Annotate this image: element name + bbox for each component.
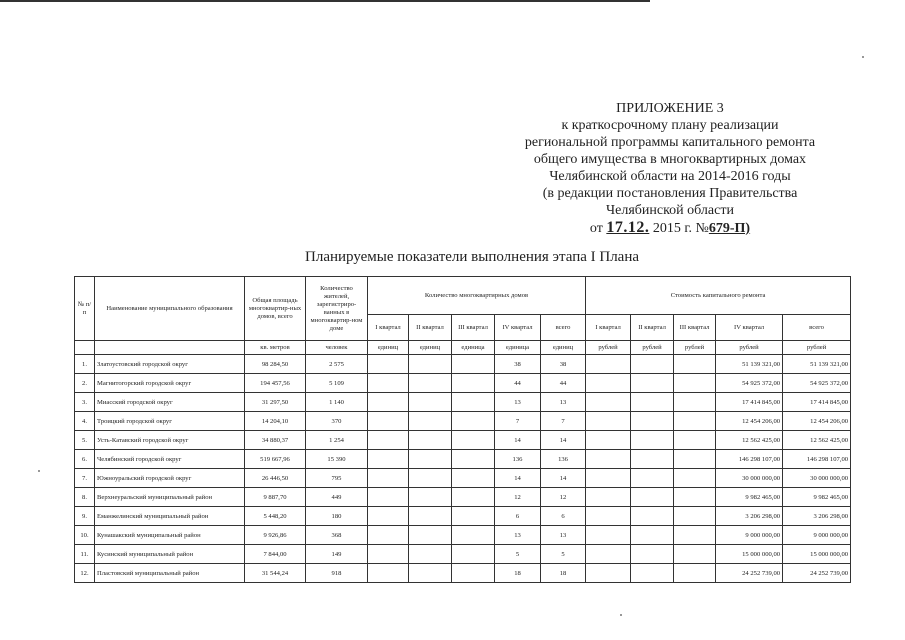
unit-rub: рублей <box>674 341 716 355</box>
cost-total-cell: 30 000 000,00 <box>783 469 851 488</box>
residents-cell: 370 <box>306 412 368 431</box>
table-row <box>75 374 851 393</box>
cost-q2-cell <box>631 526 674 545</box>
count-q1-cell <box>368 564 409 583</box>
cost-total-cell: 9 982 465,00 <box>783 488 851 507</box>
cost-q4-cell: 30 000 000,00 <box>716 469 783 488</box>
col-header-residents: Количество жителей, зарегистриро-ванных в многоквартир-ном доме <box>306 277 368 341</box>
count-q1-cell <box>368 393 409 412</box>
residents-cell: 795 <box>306 469 368 488</box>
cost-q4-cell: 15 000 000,00 <box>716 545 783 564</box>
cost-total-cell: 146 298 107,00 <box>783 450 851 469</box>
cost-q4-cell: 12 454 206,00 <box>716 412 783 431</box>
unit-rub: рублей <box>631 341 674 355</box>
count-q3-cell <box>452 488 495 507</box>
count-q3-cell <box>452 507 495 526</box>
count-q1-cell <box>368 488 409 507</box>
cost-q4-cell: 17 414 845,00 <box>716 393 783 412</box>
count-q2-cell <box>409 507 452 526</box>
cost-total-cell: 12 454 206,00 <box>783 412 851 431</box>
cost-q1-cell <box>586 507 631 526</box>
municipality-name: Еманжелинский муниципальный район <box>95 507 245 526</box>
count-q3-cell <box>452 393 495 412</box>
count-total-cell: 13 <box>541 526 586 545</box>
municipality-name: Южноуральский городской округ <box>95 469 245 488</box>
table-row <box>75 545 851 564</box>
col-group-building-count: Количество многоквартирных домов <box>368 277 586 315</box>
cost-q2-cell <box>631 469 674 488</box>
count-q2-cell <box>409 564 452 583</box>
unit-cell-empty <box>95 341 245 355</box>
cost-q1-cell <box>586 450 631 469</box>
residents-cell: 15 390 <box>306 450 368 469</box>
cost-q4-cell: 9 000 000,00 <box>716 526 783 545</box>
municipality-name: Магнитогорский городской округ <box>95 374 245 393</box>
count-q1-cell <box>368 450 409 469</box>
cost-q1-cell <box>586 564 631 583</box>
area-cell: 31 297,50 <box>245 393 306 412</box>
cost-q1-cell <box>586 526 631 545</box>
municipality-name: Миасский городской округ <box>95 393 245 412</box>
row-number: 7. <box>75 469 95 488</box>
count-q2-cell <box>409 374 452 393</box>
unit-rub: рублей <box>586 341 631 355</box>
unit-count: единиц <box>409 341 452 355</box>
residents-cell: 368 <box>306 526 368 545</box>
cost-q1-cell <box>586 393 631 412</box>
cost-total-cell: 24 252 739,00 <box>783 564 851 583</box>
count-q3-cell <box>452 545 495 564</box>
cost-q1-cell <box>586 488 631 507</box>
cost-q3-cell <box>674 431 716 450</box>
count-total-cell: 38 <box>541 355 586 374</box>
count-q2-cell <box>409 431 452 450</box>
cost-q3-cell <box>674 355 716 374</box>
municipality-name: Челябинский городской округ <box>95 450 245 469</box>
count-q4-cell: 44 <box>495 374 541 393</box>
header-line: к краткосрочному плану реализации <box>561 118 779 133</box>
cost-q4-cell: 54 925 372,00 <box>716 374 783 393</box>
cost-q2-cell <box>631 374 674 393</box>
count-q3-cell <box>452 469 495 488</box>
cost-q1-cell <box>586 374 631 393</box>
residents-cell: 918 <box>306 564 368 583</box>
table-row <box>75 355 851 374</box>
count-q3-cell <box>452 355 495 374</box>
residents-cell: 5 109 <box>306 374 368 393</box>
top-border-line <box>0 0 650 2</box>
count-q4-cell: 14 <box>495 431 541 450</box>
count-q3-cell <box>452 412 495 431</box>
cost-q2-cell <box>631 564 674 583</box>
col-header-name: Наименование муниципального образования <box>95 277 245 341</box>
cost-q3-cell <box>674 526 716 545</box>
count-q2-header: II квартал <box>409 315 452 341</box>
count-q3-cell <box>452 526 495 545</box>
row-number: 2. <box>75 374 95 393</box>
count-total-cell: 7 <box>541 412 586 431</box>
scan-speck <box>620 614 622 616</box>
count-q1-cell <box>368 507 409 526</box>
count-q2-cell <box>409 488 452 507</box>
count-q4-cell: 18 <box>495 564 541 583</box>
count-total-cell: 12 <box>541 488 586 507</box>
count-q1-cell <box>368 469 409 488</box>
municipality-name: Кусинский муниципальный район <box>95 545 245 564</box>
residents-cell: 1 140 <box>306 393 368 412</box>
residents-cell: 1 254 <box>306 431 368 450</box>
cost-q3-cell <box>674 393 716 412</box>
row-number: 8. <box>75 488 95 507</box>
row-number: 5. <box>75 431 95 450</box>
table-row <box>75 507 851 526</box>
cost-q1-cell <box>586 545 631 564</box>
appendix-title: ПРИЛОЖЕНИЕ 3 <box>616 101 724 116</box>
cost-q3-cell <box>674 374 716 393</box>
count-total-header: всего <box>541 315 586 341</box>
header-line: (в редакции постановления Правительства <box>542 186 798 201</box>
row-number: 1. <box>75 355 95 374</box>
cost-q2-header: II квартал <box>631 315 674 341</box>
cost-total-cell: 51 139 321,00 <box>783 355 851 374</box>
unit-area: кв. метров <box>245 341 306 355</box>
row-number: 9. <box>75 507 95 526</box>
cost-q1-cell <box>586 355 631 374</box>
count-total-cell: 5 <box>541 545 586 564</box>
count-q2-cell <box>409 393 452 412</box>
count-q2-cell <box>409 450 452 469</box>
residents-cell: 180 <box>306 507 368 526</box>
count-q2-cell <box>409 545 452 564</box>
count-q4-cell: 7 <box>495 412 541 431</box>
unit-people: человек <box>306 341 368 355</box>
count-q2-cell <box>409 526 452 545</box>
cost-total-cell: 54 925 372,00 <box>783 374 851 393</box>
count-q2-cell <box>409 469 452 488</box>
cost-q4-cell: 146 298 107,00 <box>716 450 783 469</box>
residents-cell: 449 <box>306 488 368 507</box>
table-row <box>75 564 851 583</box>
cost-q3-cell <box>674 545 716 564</box>
municipality-name: Усть-Катавский городской округ <box>95 431 245 450</box>
cost-total-cell: 3 206 298,00 <box>783 507 851 526</box>
cost-q1-cell <box>586 412 631 431</box>
area-cell: 31 544,24 <box>245 564 306 583</box>
cost-q2-cell <box>631 431 674 450</box>
count-total-cell: 14 <box>541 431 586 450</box>
count-q4-header: IV квартал <box>495 315 541 341</box>
count-q4-cell: 136 <box>495 450 541 469</box>
indicators-table <box>74 276 851 583</box>
plan-title: Планируемые показатели выполнения этапа I Плана <box>305 249 640 265</box>
count-q4-cell: 12 <box>495 488 541 507</box>
count-q1-cell <box>368 355 409 374</box>
count-q4-cell: 5 <box>495 545 541 564</box>
row-number: 3. <box>75 393 95 412</box>
cost-q3-cell <box>674 469 716 488</box>
count-q1-cell <box>368 431 409 450</box>
area-cell: 9 926,86 <box>245 526 306 545</box>
header-line: Челябинской области <box>606 203 734 218</box>
unit-count: единиц <box>541 341 586 355</box>
table-row <box>75 526 851 545</box>
header-line: региональной программы капитального ремонта <box>524 135 816 150</box>
unit-rub: рублей <box>716 341 783 355</box>
cost-q2-cell <box>631 545 674 564</box>
area-cell: 7 844,00 <box>245 545 306 564</box>
header-line: общего имущества в многоквартирных домах <box>533 152 807 167</box>
count-total-cell: 6 <box>541 507 586 526</box>
municipality-name: Златоустовский городской округ <box>95 355 245 374</box>
cost-q4-cell: 51 139 321,00 <box>716 355 783 374</box>
table-row <box>75 393 851 412</box>
appendix-header <box>470 100 870 237</box>
scan-speck <box>38 470 40 472</box>
area-cell: 519 667,96 <box>245 450 306 469</box>
resolution-date-line <box>470 219 870 237</box>
area-cell: 34 880,37 <box>245 431 306 450</box>
count-total-cell: 136 <box>541 450 586 469</box>
municipality-name: Пластовский муниципальный район <box>95 564 245 583</box>
cost-q2-cell <box>631 412 674 431</box>
cost-q4-cell: 3 206 298,00 <box>716 507 783 526</box>
area-cell: 9 887,70 <box>245 488 306 507</box>
table-row <box>75 450 851 469</box>
col-group-repair-cost: Стоимость капитального ремонта <box>586 277 851 315</box>
count-q3-header: III квартал <box>452 315 495 341</box>
table-row <box>75 469 851 488</box>
col-header-area: Общая площадь многоквартир-ных домов, всего <box>245 277 306 341</box>
count-q2-cell <box>409 412 452 431</box>
row-number: 10. <box>75 526 95 545</box>
date-prefix: от <box>589 221 603 236</box>
cost-total-header: всего <box>783 315 851 341</box>
residents-cell: 2 575 <box>306 355 368 374</box>
table-row <box>75 431 851 450</box>
area-cell: 194 457,56 <box>245 374 306 393</box>
count-q1-header: I квартал <box>368 315 409 341</box>
table-body <box>75 355 851 583</box>
cost-q3-cell <box>674 450 716 469</box>
unit-count: единиц <box>368 341 409 355</box>
count-q2-cell <box>409 355 452 374</box>
row-number: 6. <box>75 450 95 469</box>
cost-total-cell: 15 000 000,00 <box>783 545 851 564</box>
count-q3-cell <box>452 431 495 450</box>
count-q4-cell: 14 <box>495 469 541 488</box>
count-q4-cell: 13 <box>495 393 541 412</box>
count-q4-cell: 13 <box>495 526 541 545</box>
count-q4-cell: 38 <box>495 355 541 374</box>
area-cell: 14 204,10 <box>245 412 306 431</box>
table-row <box>75 412 851 431</box>
cost-q1-cell <box>586 469 631 488</box>
count-q1-cell <box>368 526 409 545</box>
count-q1-cell <box>368 412 409 431</box>
cost-total-cell: 9 000 000,00 <box>783 526 851 545</box>
cost-q2-cell <box>631 488 674 507</box>
count-total-cell: 18 <box>541 564 586 583</box>
area-cell: 98 284,50 <box>245 355 306 374</box>
unit-cell-empty <box>75 341 95 355</box>
unit-count: единица <box>495 341 541 355</box>
row-number: 11. <box>75 545 95 564</box>
count-total-cell: 44 <box>541 374 586 393</box>
cost-q3-cell <box>674 507 716 526</box>
count-q3-cell <box>452 374 495 393</box>
cost-q1-header: I квартал <box>586 315 631 341</box>
count-q4-cell: 6 <box>495 507 541 526</box>
date-year: 2015 г. № <box>652 221 709 236</box>
count-q3-cell <box>452 564 495 583</box>
cost-q2-cell <box>631 393 674 412</box>
count-q1-cell <box>368 374 409 393</box>
scan-speck <box>862 56 864 58</box>
cost-q3-cell <box>674 564 716 583</box>
resolution-number: 679-П) <box>708 221 751 236</box>
cost-total-cell: 12 562 425,00 <box>783 431 851 450</box>
cost-q4-header: IV квартал <box>716 315 783 341</box>
cost-q3-header: III квартал <box>674 315 716 341</box>
count-q1-cell <box>368 545 409 564</box>
area-cell: 26 446,50 <box>245 469 306 488</box>
count-total-cell: 13 <box>541 393 586 412</box>
col-header-number: № п/п <box>75 277 95 341</box>
cost-q3-cell <box>674 488 716 507</box>
row-number: 4. <box>75 412 95 431</box>
cost-q2-cell <box>631 507 674 526</box>
cost-q2-cell <box>631 450 674 469</box>
unit-rub: рублей <box>783 341 851 355</box>
cost-q4-cell: 12 562 425,00 <box>716 431 783 450</box>
municipality-name: Кунашакский муниципальный район <box>95 526 245 545</box>
header-line: Челябинской области на 2014-2016 годы <box>549 169 791 184</box>
municipality-name: Верхнеуральский муниципальный район <box>95 488 245 507</box>
resolution-date: 17.12. <box>606 219 650 236</box>
cost-total-cell: 17 414 845,00 <box>783 393 851 412</box>
municipality-name: Троицкий городской округ <box>95 412 245 431</box>
residents-cell: 149 <box>306 545 368 564</box>
cost-q1-cell <box>586 431 631 450</box>
table-row <box>75 488 851 507</box>
cost-q2-cell <box>631 355 674 374</box>
cost-q4-cell: 24 252 739,00 <box>716 564 783 583</box>
row-number: 12. <box>75 564 95 583</box>
area-cell: 5 448,20 <box>245 507 306 526</box>
unit-count: единица <box>452 341 495 355</box>
count-total-cell: 14 <box>541 469 586 488</box>
cost-q3-cell <box>674 412 716 431</box>
cost-q4-cell: 9 982 465,00 <box>716 488 783 507</box>
count-q3-cell <box>452 450 495 469</box>
